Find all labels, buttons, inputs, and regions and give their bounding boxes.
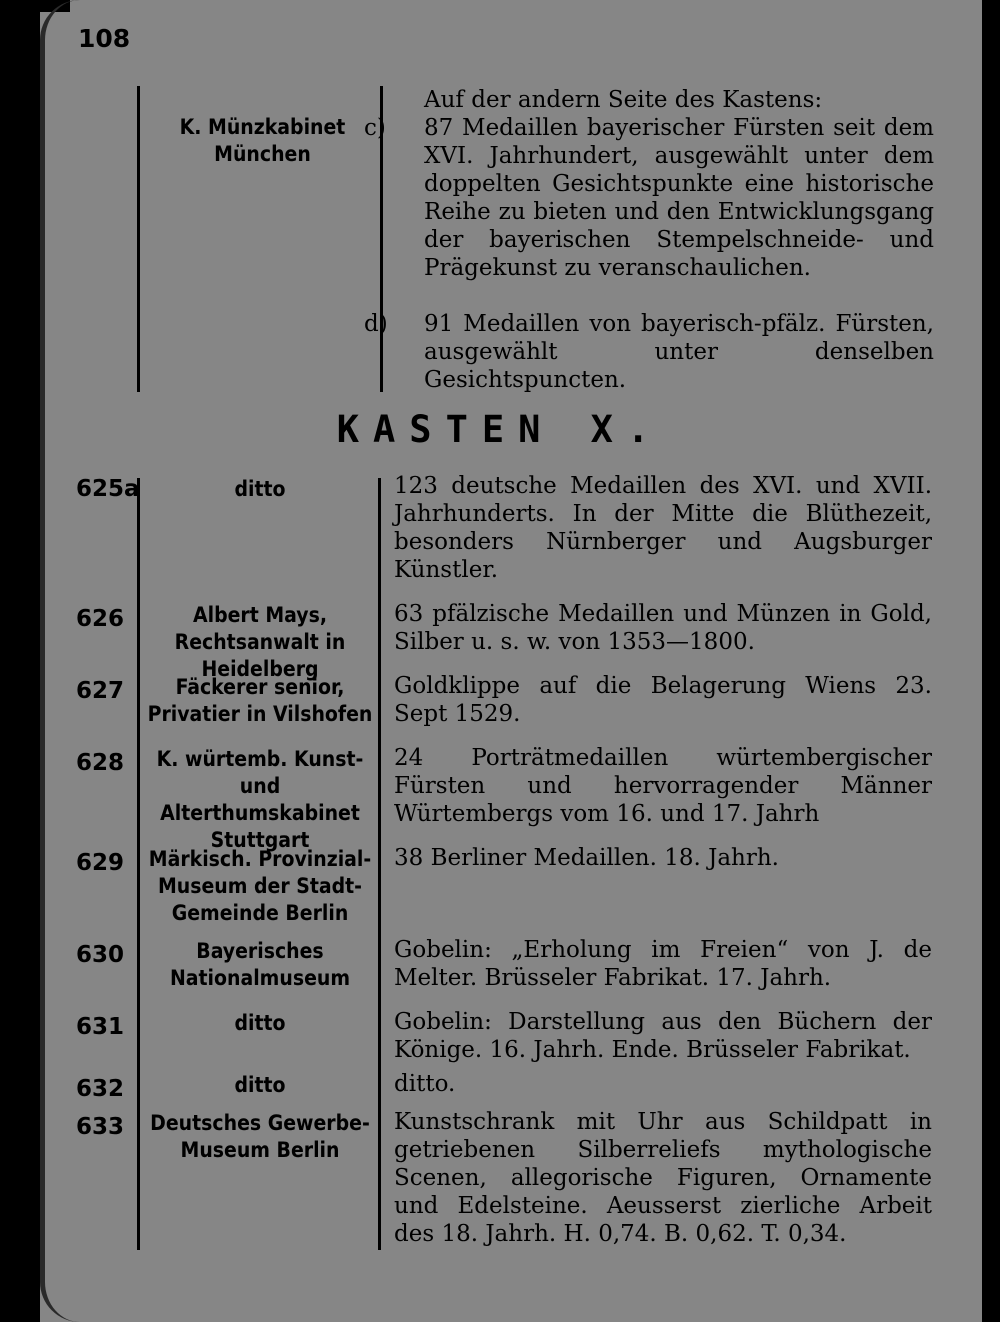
column-rule [378,478,381,1250]
entry-description: 38 Berliner Medaillen. 18. Jahrh. [394,845,779,871]
page-number: 108 [78,24,131,53]
lender-name: Bayerisches Nationalmuseum [169,939,351,990]
entry-number: 628 [76,750,125,776]
lender-name: ditto [234,477,286,501]
section-intro: Auf der andern Seite des Kastens: [424,87,823,113]
item-letter: c) [364,115,386,141]
entry-description: 123 deutsche Medaillen des XVI. und XVII. Jahrhunderts. In der Mitte die Blüthezeit, besonders Nürnberger und Augsburger Künstler. [394,473,932,583]
list-item [364,310,934,394]
entry-description: 24 Porträtmedaillen würtembergischer Fürsten und hervorragender Männer Würtembergs vom 16. und 17. Jahrh [394,745,932,827]
entry-description: Gobelin: „Erholung im Freien“ von J. de Melter. Brüsseler Fabrikat. 17. Jahrh. [394,937,932,991]
lender-name: Albert Mays, Rechtsanwalt in Heidelberg [174,603,346,681]
column-rule [137,478,140,1250]
entry-description: ditto. [394,1071,456,1097]
lender-name: K. würtemb. Kunst- und Alterthumskabinet Stuttgart [156,747,364,852]
entry-description: Gobelin: Darstellung aus den Büchern der Könige. 16. Jahrh. Ende. Brüsseler Fabrikat. [394,1009,932,1063]
lender-name: ditto [234,1011,286,1035]
scan-border-right [982,0,1000,1322]
entry-number: 632 [76,1076,125,1102]
entry-number: 629 [76,850,125,876]
scan-border-left [0,0,40,1322]
entry-description: Goldklippe auf die Belagerung Wiens 23. Sept 1529. [394,673,932,727]
item-text: 91 Medaillen von bayerisch-pfälz. Fürsten, ausgewählt unter denselben Gesichtspuncten. [424,311,934,393]
entry-number: 625a [76,476,140,502]
page-edge [40,0,80,1322]
column-rule [137,86,140,392]
lender-name: Fäckerer senior, Privatier in Vilshofen [147,675,373,726]
entry-number: 631 [76,1014,125,1040]
entry-number: 626 [76,606,125,632]
entry-number: 633 [76,1114,125,1140]
item-letter: d) [364,311,388,337]
entry-description: Kunstschrank mit Uhr aus Schildpatt in getriebenen Silberreliefs mythologische Scenen, allegorische Figuren, Ornamente und Edelsteine. Aeusserst zierliche Arbeit des 18. Jahrh. H. 0,74. B. 0,62. T. 0,34. [394,1109,932,1247]
lender-name: Märkisch. Provinzial- Museum der Stadt- Gemeinde Berlin [148,847,372,925]
entry-description: 63 pfälzische Medaillen und Münzen in Gold, Silber u. s. w. von 1353—1800. [394,601,932,655]
lender-name: ditto [234,1073,286,1097]
list-item [364,114,934,282]
lender-name: Deutsches Gewerbe- Museum Berlin [150,1111,370,1162]
section-heading: KASTEN X. [336,408,664,451]
lender-name: K. Münzkabinet München [179,115,346,166]
item-text: 87 Medaillen bayerischer Fürsten seit dem XVI. Jahrhundert, ausgewählt unter dem doppelten Gesichtspunkte eine historische Reihe zu bieten und den Entwicklungsgang der bayerischen Stempelschneide- und Prägekunst zu veranschaulichen. [424,115,934,281]
entry-number: 627 [76,678,125,704]
entry-number: 630 [76,942,125,968]
